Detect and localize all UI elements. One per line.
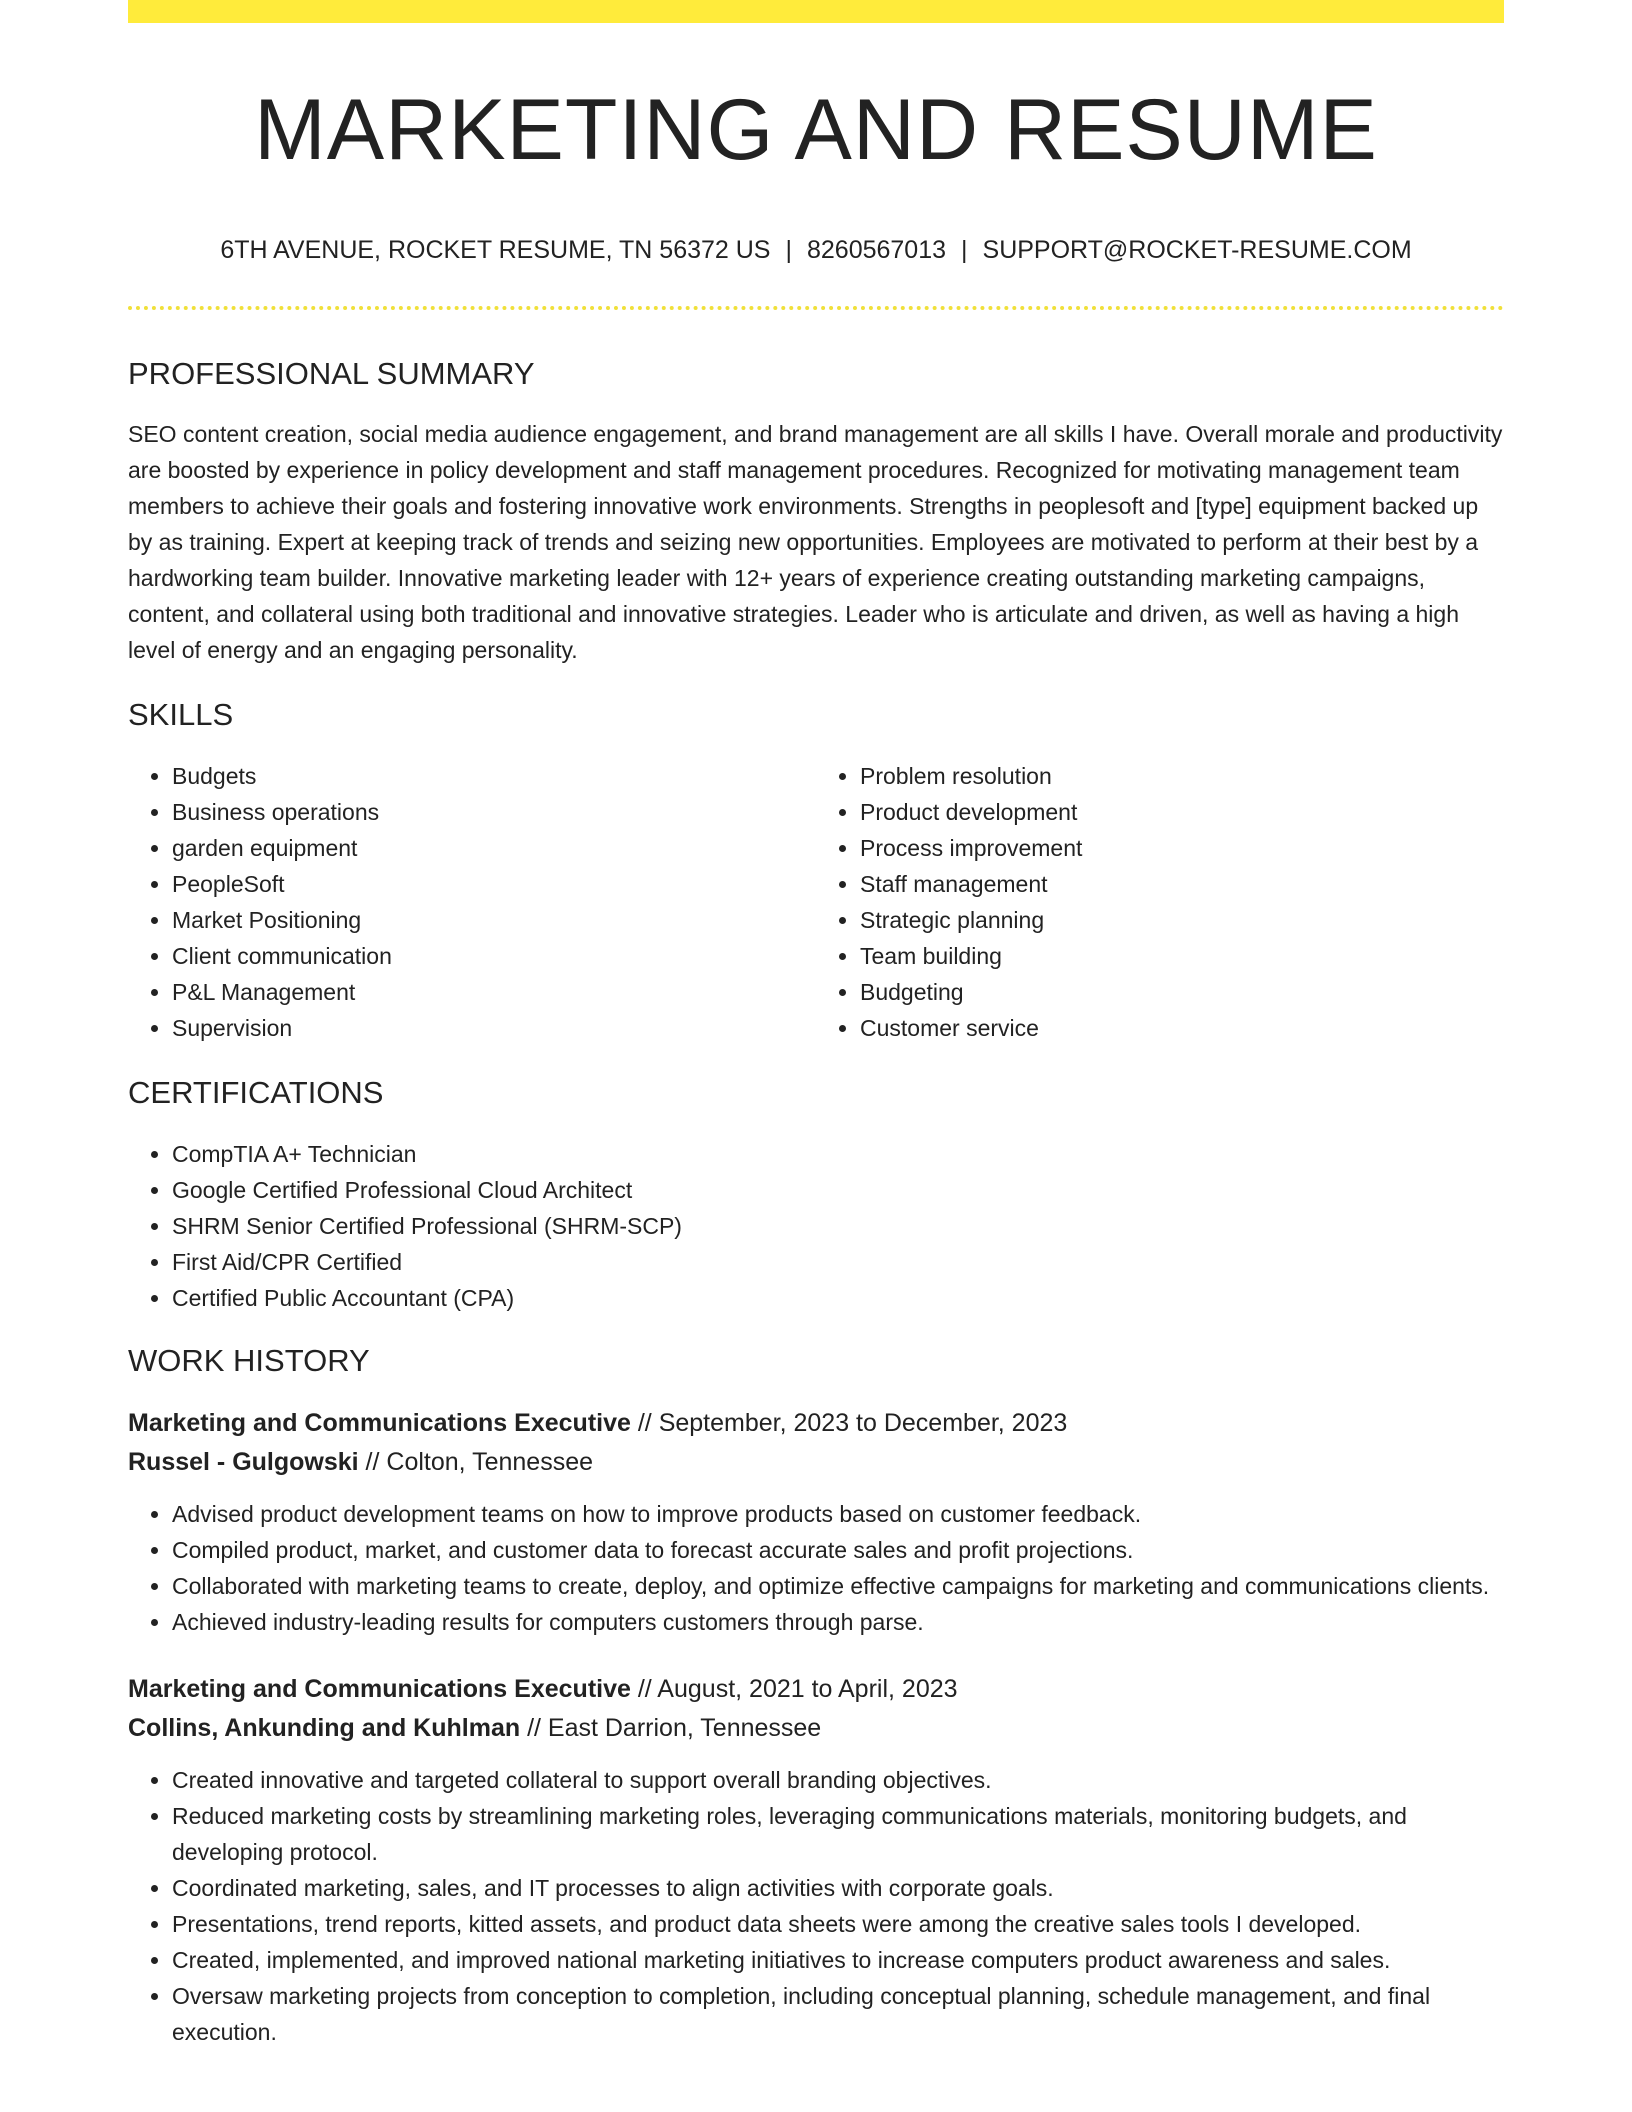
contact-phone: 8260567013 bbox=[806, 236, 947, 264]
skill-item: • Market Positioning bbox=[172, 902, 816, 938]
job-bullet: • Advised product development teams on how to improve products based on customer feedback. bbox=[172, 1496, 1504, 1532]
job-bullet: • Created, implemented, and improved national marketing initiatives to increase computers product awareness and sales. bbox=[172, 1942, 1504, 1978]
section-title-certifications: CERTIFICATIONS bbox=[128, 1075, 384, 1110]
job-dates: // August, 2021 to April, 2023 bbox=[630, 1675, 958, 1703]
job-bullet: • Oversaw marketing projects from conception to completion, including conceptual planning, schedule management, and final execution. bbox=[172, 1978, 1504, 2050]
job-bullet: • Achieved industry-leading results for computers customers through parse. bbox=[172, 1604, 1504, 1640]
job-role: Marketing and Communications Executive bbox=[128, 1675, 631, 1703]
job-title-line bbox=[128, 1404, 1504, 1443]
section-title-skills: SKILLS bbox=[128, 697, 234, 732]
job-header bbox=[128, 1404, 1504, 1482]
skill-item: • Product development bbox=[860, 794, 1504, 830]
job-role: Marketing and Communications Executive bbox=[128, 1409, 631, 1437]
skills-grid bbox=[128, 758, 1504, 1046]
job-bullet: • Presentations, trend reports, kitted assets, and product data sheets were among the creative sales tools I developed. bbox=[172, 1906, 1504, 1942]
job-entry bbox=[128, 1670, 1504, 2050]
job-bullet: • Compiled product, market, and customer data to forecast accurate sales and profit projections. bbox=[172, 1532, 1504, 1568]
job-company-line bbox=[128, 1443, 1504, 1482]
contact-email: SUPPORT@ROCKET-RESUME.COM bbox=[982, 236, 1412, 264]
contact-line bbox=[128, 234, 1504, 266]
job-bullets bbox=[128, 1762, 1504, 2050]
job-bullet: • Created innovative and targeted collateral to support overall branding objectives. bbox=[172, 1762, 1504, 1798]
skill-item: • Customer service bbox=[860, 1010, 1504, 1046]
contact-separator: | bbox=[961, 236, 968, 264]
skill-item: • Team building bbox=[860, 938, 1504, 974]
skill-item: • Strategic planning bbox=[860, 902, 1504, 938]
resume-name: MARKETING AND RESUME bbox=[254, 82, 1378, 178]
certification-item: • Google Certified Professional Cloud Architect bbox=[172, 1172, 1504, 1208]
job-location: // Colton, Tennessee bbox=[358, 1448, 594, 1476]
section-title-summary: PROFESSIONAL SUMMARY bbox=[128, 356, 535, 391]
job-company: Russel - Gulgowski bbox=[128, 1448, 359, 1476]
skill-item: • Business operations bbox=[172, 794, 816, 830]
job-bullet: • Collaborated with marketing teams to create, deploy, and optimize effective campaigns for marketing and communications clients. bbox=[172, 1568, 1504, 1604]
job-bullet: • Reduced marketing costs by streamlining marketing roles, leveraging communications materials, monitoring budgets, and developing protocol. bbox=[172, 1798, 1504, 1870]
skill-item: • Staff management bbox=[860, 866, 1504, 902]
job-entry bbox=[128, 1404, 1504, 1640]
skill-item: • garden equipment bbox=[172, 830, 816, 866]
summary-text: SEO content creation, social media audience engagement, and brand management are all skills I have. Overall morale and productivity are boosted by experience in policy development and staff management procedures. Recognized for motivating management team members to achieve their goals and fostering innovative work environments. Strengths in peoplesoft and [type] equipment backed up by as training. Expert at keeping track of trends and seizing new opportunities. Employees are motivated to perform at their best by a hardworking team builder. Innovative marketing leader with 12+ years of experience creating outstanding marketing campaigns, content, and collateral using both traditional and innovative strategies. Leader who is articulate and driven, as well as having a high level of energy and an engaging personality. bbox=[128, 421, 1503, 663]
job-company-line bbox=[128, 1709, 1504, 1748]
resume-content bbox=[128, 0, 1504, 2050]
certification-item: • CompTIA A+ Technician bbox=[172, 1136, 1504, 1172]
contact-address: 6TH AVENUE, ROCKET RESUME, TN 56372 US bbox=[220, 236, 771, 264]
contact-separator: | bbox=[785, 236, 792, 264]
certification-item: • First Aid/CPR Certified bbox=[172, 1244, 1504, 1280]
certification-item: • Certified Public Accountant (CPA) bbox=[172, 1280, 1504, 1316]
skill-item: • Client communication bbox=[172, 938, 816, 974]
skill-item: • Budgets bbox=[172, 758, 816, 794]
job-bullet: • Coordinated marketing, sales, and IT processes to align activities with corporate goals. bbox=[172, 1870, 1504, 1906]
job-bullets bbox=[128, 1496, 1504, 1640]
skill-item: • Budgeting bbox=[860, 974, 1504, 1010]
job-header bbox=[128, 1670, 1504, 1748]
certifications-list bbox=[128, 1136, 1504, 1316]
skill-item: • Supervision bbox=[172, 1010, 816, 1046]
section-title-work-history: WORK HISTORY bbox=[128, 1343, 370, 1378]
skill-item: • PeopleSoft bbox=[172, 866, 816, 902]
job-title-line bbox=[128, 1670, 1504, 1709]
dotted-divider bbox=[128, 306, 1504, 310]
job-dates: // September, 2023 to December, 2023 bbox=[630, 1409, 1068, 1437]
skill-item: • Problem resolution bbox=[860, 758, 1504, 794]
job-company: Collins, Ankunding and Kuhlman bbox=[128, 1714, 521, 1742]
certification-item: • SHRM Senior Certified Professional (SHRM-SCP) bbox=[172, 1208, 1504, 1244]
skill-item: • P&L Management bbox=[172, 974, 816, 1010]
skill-item: • Process improvement bbox=[860, 830, 1504, 866]
skills-list-left bbox=[128, 758, 816, 1046]
job-location: // East Darrion, Tennessee bbox=[520, 1714, 822, 1742]
skills-list-right bbox=[816, 758, 1504, 1046]
